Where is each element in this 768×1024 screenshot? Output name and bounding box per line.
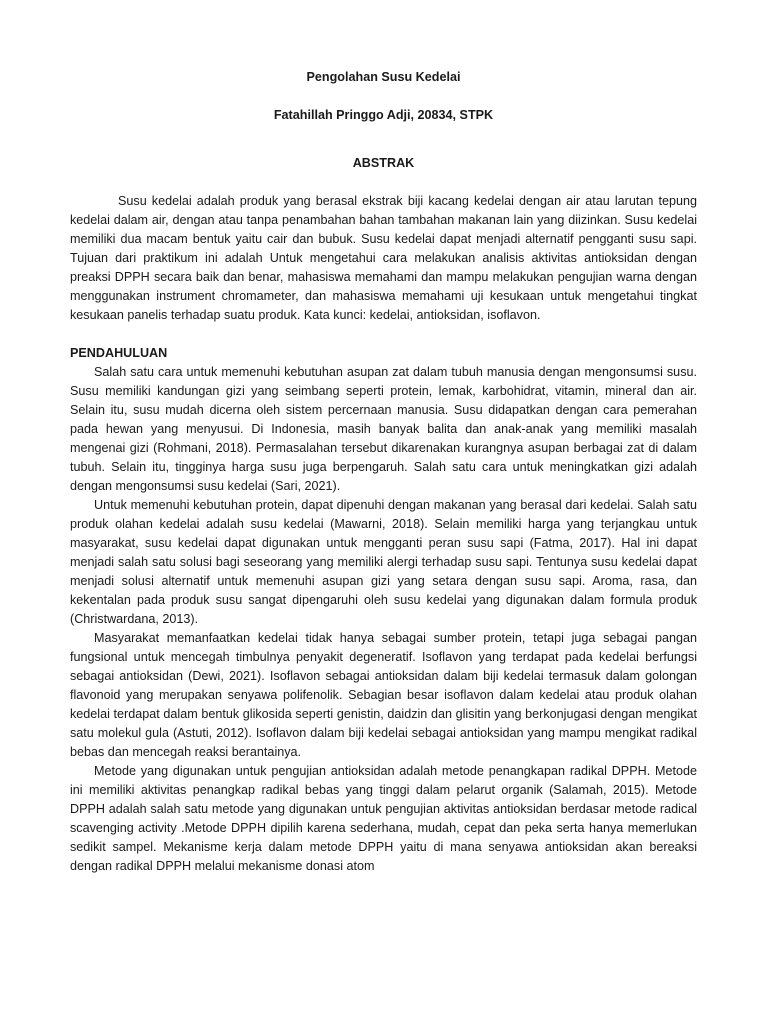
body-paragraph-2: Untuk memenuhi kebutuhan protein, dapat dipenuhi dengan makanan yang berasal dari kedelai. Salah satu produk olahan kedelai adalah susu kedelai (Mawarni, 2018). Selain memiliki harga yang terjangkau untuk masyarakat, susu kedelai dapat digunakan untuk mengganti peran susu sapi (Fatma, 2017). Hal ini dapat menjadi salah satu solusi bagi seseorang yang memiliki alergi terhadap susu sapi. Tentunya susu kedelai dapat menjadi solusi alternatif untuk memenuhi asupan gizi yang setara dengan susu sapi. Aroma, rasa, dan kekentalan pada produk susu sangat dipengaruhi oleh susu kedelai yang digunakan dalam formula produk (Christwardana, 2013).: [70, 498, 697, 626]
section-heading-pendahuluan: PENDAHULUAN: [70, 346, 168, 360]
body-paragraph-4: Metode yang digunakan untuk pengujian antioksidan adalah metode penangkapan radikal DPPH. Metode ini memiliki aktivitas penangkap radikal bebas yang tinggi dalam pelarut organik (Salamah, 2015). Metode DPPH adalah salah satu metode yang digunakan untuk pengujian aktivitas antioksidan berdasar metode radical scavenging activity .Metode DPPH dipilih karena sederhana, mudah, cepat dan peka serta hanya memerlukan sedikit sampel. Mekanisme kerja dalam metode DPPH yaitu di mana senyawa antioksidan akan bereaksi dengan radikal DPPH melalui mekanisme donasi atom: [70, 764, 697, 873]
author-line: Fatahillah Pringgo Adji, 20834, STPK: [273, 108, 494, 122]
body-paragraph-3: Masyarakat memanfaatkan kedelai tidak hanya sebagai sumber protein, tetapi juga sebagai pangan fungsional untuk mencegah timbulnya penyakit degeneratif. Isoflavon yang terdapat pada kedelai berfungsi sebagai antioksidan (Dewi, 2021). Isoflavon sebagai antioksidan dalam biji kedelai termasuk dalam golongan flavonoid yang merupakan senyawa polifenolik. Sebagian besar isoflavon dalam kedelai atau produk olahan kedelai terdapat dalam bentuk glikosida seperti genistin, daidzin dan glisitin yang berkonjugasi dengan mengikat satu molekul gula (Astuti, 2012). Isoflavon dalam biji kedelai sebagai antioksidan yang mampu mengikat radikal bebas dan mencegah reaksi berantainya.: [70, 631, 697, 759]
body-paragraph-1: Salah satu cara untuk memenuhi kebutuhan asupan zat dalam tubuh manusia dengan mengonsumsi susu. Susu memiliki kandungan gizi yang seimbang seperti protein, lemak, karbohidrat, vitamin, mineral dan air. Selain itu, susu mudah dicerna oleh sistem percernaan manusia. Susu didapatkan dengan cara pemerahan pada hewan yang menyusui. Di Indonesia, masih banyak balita dan anak-anak yang memiliki masalah mengenai gizi (Rohmani, 2018). Permasalahan tersebut dikarenakan kurangnya asupan berbagai zat di dalam tubuh. Selain itu, tingginya harga susu juga berpengaruh. Salah satu cara untuk meningkatkan gizi adalah dengan mengonsumsi susu kedelai (Sari, 2021).: [70, 365, 697, 493]
abstract-text: Susu kedelai adalah produk yang berasal ekstrak biji kacang kedelai dengan air atau larutan tepung kedelai dalam air, dengan atau tanpa penambahan bahan tambahan makanan lain yang diizinkan. Susu kedelai memiliki dua macam bentuk yaitu cair dan bubuk. Susu kedelai dapat menjadi alternatif pengganti susu sapi. Tujuan dari praktikum ini adalah Untuk mengetahui cara melakukan analisis aktivitas antioksidan dengan preaksi DPPH secara baik dan benar, mahasiswa memahami dan mampu melakukan pengujian warna dengan menggunakan instrument chromameter, dan mahasiswa memahami uji kesukaan untuk mengetahui tingkat kesukaan panelis terhadap suatu produk. Kata kunci: kedelai, antioksidan, isoflavon.: [70, 194, 697, 322]
document-title: Pengolahan Susu Kedelai: [306, 70, 461, 84]
abstract-heading: ABSTRAK: [352, 156, 415, 170]
document-content: [70, 68, 697, 876]
